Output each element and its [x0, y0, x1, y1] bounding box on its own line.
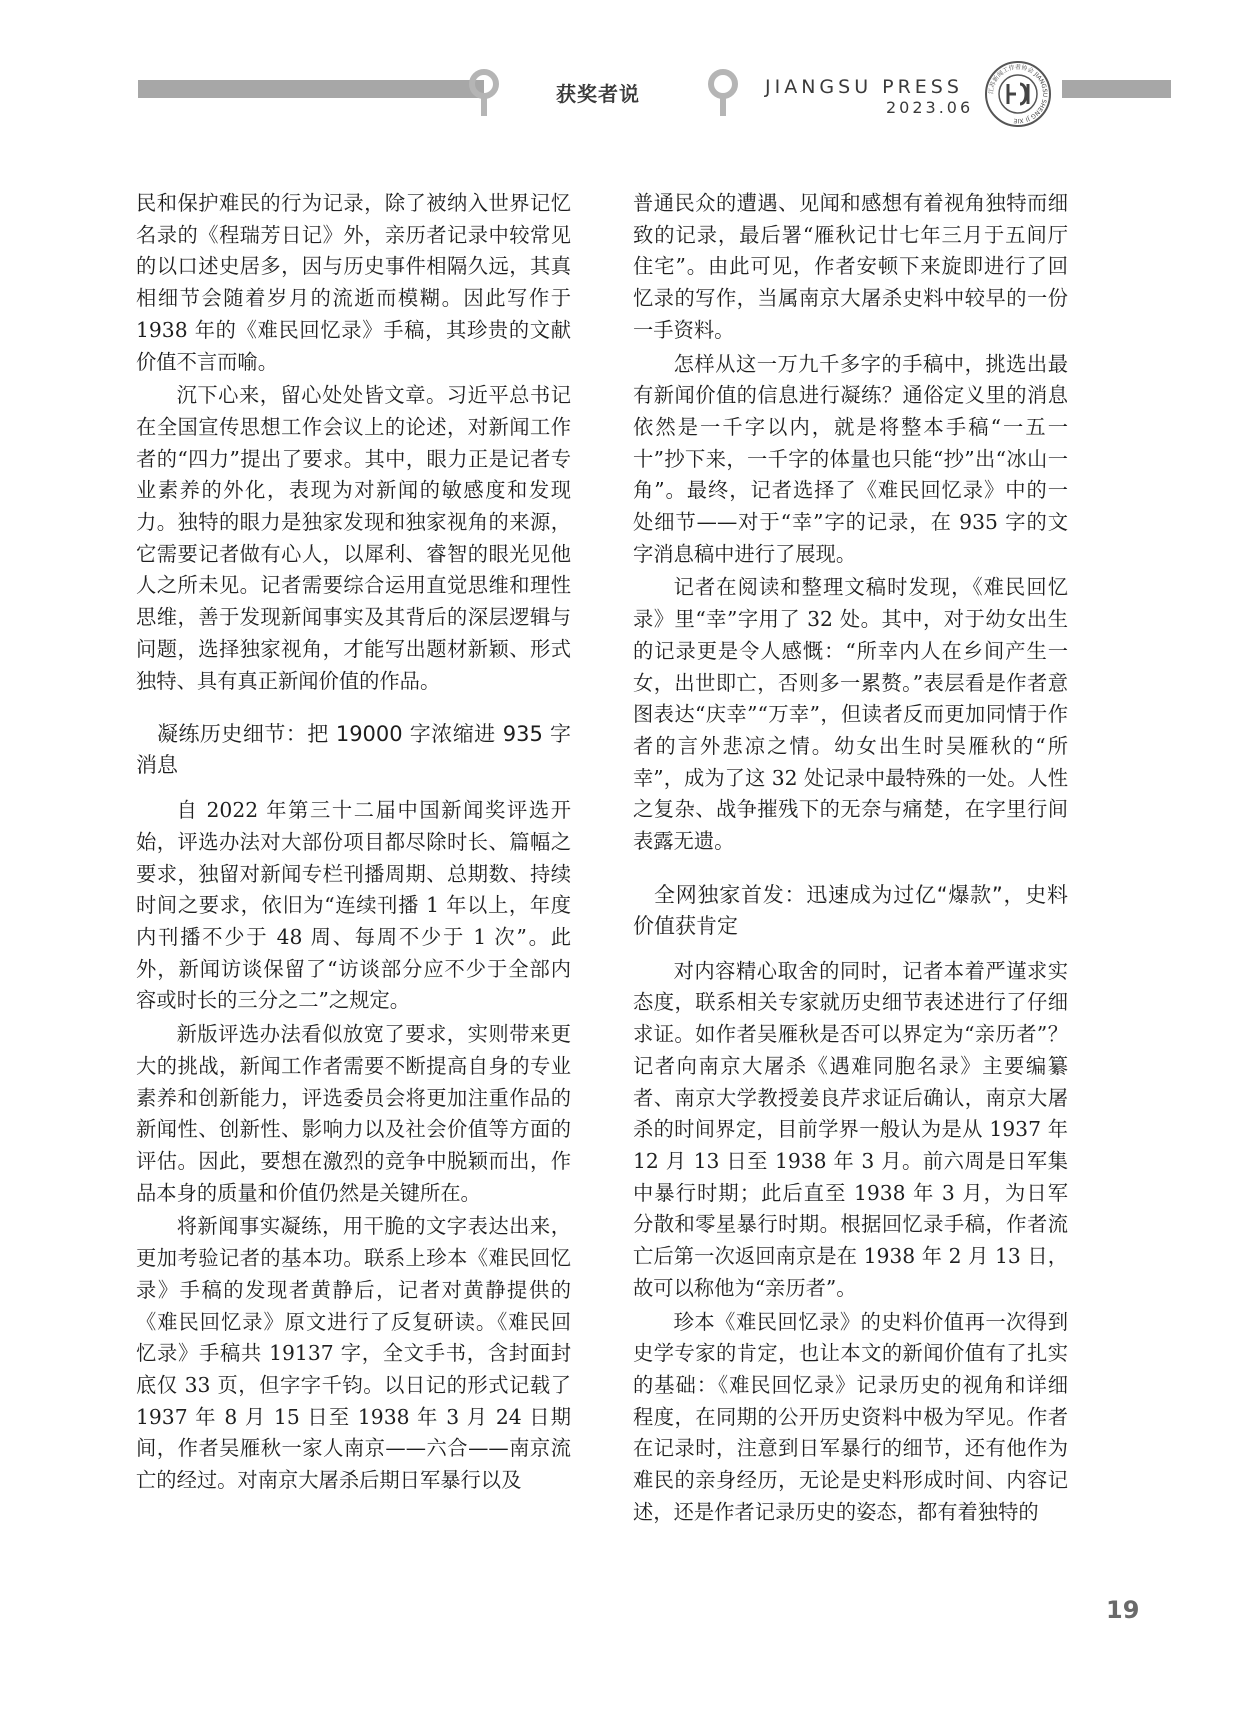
association-seal-icon [984, 60, 1052, 128]
paragraph: 自 2022 年第三十二届中国新闻奖评选开始，评选办法对大部份项目都尽除时长、篇幅之要求，独留对新闻专栏刊播周期、总期数、持续时间之要求，依旧为“连续刊播 1 年以上，年度内刊播不少于 48 周、每周不少于 1 次”。此外，新闻访谈保留了“访谈部分应不少于全部内容或时长的三分之二”之规定。 [136, 798, 571, 1013]
paragraph: 普通民众的遭遇、见闻和感想有着视角独特而细致的记录，最后署“雁秋记廿七年三月于五间厅住宅”。由此可见，作者安顿下来旋即进行了回忆录的写作，当属南京大屠杀史料中较早的一份一手资料。 [633, 191, 1068, 342]
page-header [0, 0, 1247, 150]
location-pin-icon [707, 68, 739, 118]
header-bar-right [1062, 80, 1171, 98]
section-heading: 全网独家首发：迅速成为过亿“爆款”，史料价值获肯定 [633, 882, 1068, 938]
paragraph: 民和保护难民的行为记录，除了被纳入世界记忆名录的《程瑞芳日记》外，亲历者记录中较常见的以口述史居多，因与历史事件相隔久远，其真相细节会随着岁月的流逝而模糊。因此写作于 1938 年的《难民回忆录》手稿，其珍贵的文献价值不言而喻。 [136, 191, 571, 374]
paragraph: 沉下心来，留心处处皆文章。习近平总书记在全国宣传思想工作会议上的论述，对新闻工作者的“四力”提出了要求。其中，眼力正是记者专业素养的外化，表现为对新闻的敏感度和发现力。独特的眼力是独家发现和独家视角的来源，它需要记者做有心人，以犀利、睿智的眼光见他人之所未见。记者需要综合运用直觉思维和理性思维，善于发现新闻事实及其背后的深层逻辑与问题，选择独家视角，才能写出题材新颖、形式独特、具有真正新闻价值的作品。 [136, 383, 571, 693]
paragraph: 记者在阅读和整理文稿时发现，《难民回忆录》里“幸”字用了 32 处。其中，对于幼女出生的记录更是令人感慨：“所幸内人在乡间产生一女，出世即亡，否则多一累赘。”表层看是作者意图表达“庆幸”“万幸”，但读者反而更加同情于作者的言外悲凉之情。幼女出生时吴雁秋的“所幸”，成为了这 32 处记录中最特殊的一处。人性之复杂、战争摧残下的无奈与痛楚，在字里行间表露无遗。 [633, 575, 1068, 854]
paragraph: 新版评选办法看似放宽了要求，实则带来更大的挑战，新闻工作者需要不断提高自身的专业素养和创新能力，评选委员会将更加注重作品的新闻性、创新性、影响力以及社会价值等方面的评估。因此，要想在激烈的竞争中脱颖而出，作品本身的质量和价值仍然是关键所在。 [136, 1022, 571, 1205]
seal-text: 江苏新闻工作者协会 JIANGSU SHENG JI XIE [987, 63, 1049, 125]
paragraph: 怎样从这一万九千多字的手稿中，挑选出最有新闻价值的信息进行凝练？通俗定义里的消息依然是一千字以内，就是将整本手稿“一五一十”抄下来，一千字的体量也只能“抄”出“冰山一角”。最终，记者选择了《难民回忆录》中的一处细节——对于“幸”字的记录，在 935 字的文字消息稿中进行了展现。 [633, 351, 1068, 566]
article-column-right [633, 188, 1068, 1530]
article-column-left [136, 188, 571, 1499]
header-bar-left [138, 80, 484, 98]
paragraph: 对内容精心取舍的同时，记者本着严谨求实态度，联系相关专家就历史细节表述进行了仔细求证。如作者吴雁秋是否可以界定为“亲历者”？记者向南京大屠杀《遇难同胞名录》主要编纂者、南京大学教授姜良芹求证后确认，南京大屠杀的时间界定，目前学界一般认为是从 1937 年 12 月 13 日至 1938 年 3 月。前六周是日军集中暴行时期；此后直至 1938 年 3 月，为日军分散和零星暴行时期。根据回忆录手稿，作者流亡后第一次返回南京是在 1938 年 2 月 13 日，故可以称他为“亲历者”。 [633, 958, 1068, 1300]
paragraph: 将新闻事实凝练，用干脆的文字表达出来，更加考验记者的基本功。联系上珍本《难民回忆录》手稿的发现者黄静后，记者对黄静提供的《难民回忆录》原文进行了反复研读。《难民回忆录》手稿共 19137 字，全文手书，含封面封底仅 33 页，但字字千钧。以日记的形式记载了 1937 年 8 月 15 日至 1938 年 3 月 24 日期间，作者吴雁秋一家人南京——六合——南京流亡的经过。对南京大屠杀后期日军暴行以及 [136, 1214, 571, 1493]
brand-name: JIANGSU PRESS [765, 76, 963, 98]
section-heading: 凝练历史细节：把 19000 字浓缩进 935 字消息 [136, 722, 571, 778]
location-pin-icon [468, 68, 500, 118]
page-number: 19 [1106, 1596, 1140, 1624]
section-label: 获奖者说 [556, 82, 640, 106]
issue-date: 2023.06 [886, 98, 974, 117]
paragraph: 珍本《难民回忆录》的史料价值再一次得到史学专家的肯定，也让本文的新闻价值有了扎实的基础：《难民回忆录》记录历史的视角和详细程度，在同期的公开历史资料中极为罕见。作者在记录时，注意到日军暴行的细节，还有他作为难民的亲身经历，无论是史料形成时间、内容记述，还是作者记录历史的姿态，都有着独特的 [633, 1309, 1068, 1524]
